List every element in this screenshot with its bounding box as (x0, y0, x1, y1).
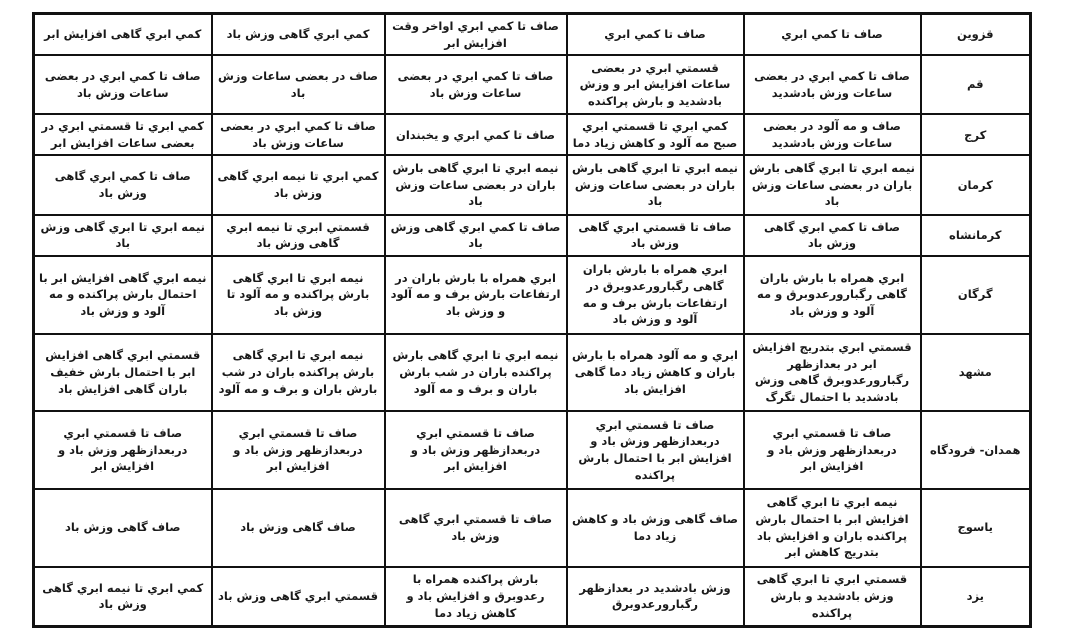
forecast-cell: صاف تا کمي ابري در بعضی ساعات وزش بادشديد (744, 55, 921, 114)
forecast-cell: قسمتي ابري گاهی افزايش ابر با احتمال بارش خفيف باران گاهی افزايش باد (34, 334, 212, 412)
forecast-cell: نيمه ابري تا ابري گاهی بارش باران در بعضی ساعات وزش باد (385, 155, 567, 214)
forecast-cell: ابري همراه با بارش باران در ارتفاعات بارش برف و مه آلود و وزش باد (385, 256, 567, 334)
forecast-cell: قسمتي ابري بتدريج افزايش ابر در بعدازظهر رگبارورعدوبرق گاهی وزش بادشديد با احتمال تگرگ (744, 334, 921, 412)
forecast-cell: صاف تا قسمتي ابري دربعدازظهر وزش باد و افزايش ابر (34, 411, 212, 489)
forecast-cell: صاف تا کمي ابري گاهی وزش باد (34, 155, 212, 214)
forecast-cell: صاف در بعضی ساعات وزش باد (212, 55, 385, 114)
table-row-qom (34, 55, 1031, 114)
forecast-cell: نيمه ابري تا ابري گاهی بارش پراکنده باران در شب بارش باران و برف و مه آلود (212, 334, 385, 412)
city-cell: کرمانشاه (921, 215, 1031, 256)
table-row-gorgan (34, 256, 1031, 334)
table-row-yasuj (34, 489, 1031, 567)
forecast-cell: صاف گاهی وزش باد (34, 489, 212, 567)
forecast-cell: نيمه ابري تا ابري گاهی وزش باد (34, 215, 212, 256)
forecast-cell: صاف گاهی وزش باد و کاهش زياد دما (567, 489, 744, 567)
forecast-cell: نيمه ابري تا ابري گاهی بارش باران در بعضی ساعات وزش باد (567, 155, 744, 214)
forecast-cell: نيمه ابري تا ابري گاهی بارش باران در بعضی ساعات وزش باد (744, 155, 921, 214)
city-cell: گرگان (921, 256, 1031, 334)
forecast-cell: قسمتي ابري تا ابري گاهی وزش بادشديد و بارش پراکنده (744, 567, 921, 627)
forecast-cell: صاف تا کمي ابري در بعضی ساعات وزش باد (34, 55, 212, 114)
forecast-cell: قسمتي ابري تا نيمه ابري گاهی وزش باد (212, 215, 385, 256)
forecast-cell: صاف تا قسمتي ابري دربعدازظهر وزش باد و افزايش ابر با احتمال بارش پراکنده (567, 411, 744, 489)
city-cell: مشهد (921, 334, 1031, 412)
forecast-cell: کمي ابري گاهی وزش باد (212, 14, 385, 56)
forecast-cell: ابري همراه با بارش باران گاهی رگبارورعدوبرق و مه آلود و وزش باد (744, 256, 921, 334)
forecast-cell: صاف تا قسمتي ابري دربعدازظهر وزش باد و افزايش ابر (385, 411, 567, 489)
city-cell: ياسوج (921, 489, 1031, 567)
forecast-cell: صاف تا قسمتي ابري دربعدازظهر وزش باد و افزايش ابر (744, 411, 921, 489)
forecast-cell: کمي ابري تا قسمتي ابري صبح مه آلود و کاهش زياد دما (567, 114, 744, 155)
city-cell: قم (921, 55, 1031, 114)
forecast-cell: کمي ابري تا قسمتي ابري در بعضی ساعات افزايش ابر (34, 114, 212, 155)
forecast-cell: قسمتي ابري در بعضی ساعات افزايش ابر و وزش بادشديد و بارش پراکنده (567, 55, 744, 114)
forecast-cell: وزش بادشديد در بعدازظهر رگبارورعدوبرق (567, 567, 744, 627)
forecast-cell: صاف تا کمي ابري در بعضی ساعات وزش باد (385, 55, 567, 114)
city-cell: کرمان (921, 155, 1031, 214)
forecast-cell: کمي ابري تا نيمه ابري گاهی وزش باد (212, 155, 385, 214)
table-row-yazd (34, 567, 1031, 627)
forecast-cell: صاف گاهی وزش باد (212, 489, 385, 567)
city-cell: يزد (921, 567, 1031, 627)
forecast-cell: صاف و مه آلود در بعضی ساعات وزش بادشديد (744, 114, 921, 155)
table-row-mashhad (34, 334, 1031, 412)
table-row-kermanshah (34, 215, 1031, 256)
city-cell: همدان- فرودگاه (921, 411, 1031, 489)
forecast-cell: بارش پراکنده همراه با رعدوبرق و افزايش باد و کاهش زياد دما (385, 567, 567, 627)
forecast-cell: نيمه ابري تا ابري گاهی بارش پراکنده باران در شب بارش باران و برف و مه آلود (385, 334, 567, 412)
forecast-cell: صاف تا قسمتي ابري گاهی وزش باد (567, 215, 744, 256)
forecast-cell: صاف تا کمي ابري گاهی وزش باد (385, 215, 567, 256)
forecast-cell: صاف تا کمي ابري در بعضی ساعات وزش باد (212, 114, 385, 155)
forecast-cell: کمي ابري تا نيمه ابري گاهی وزش باد (34, 567, 212, 627)
forecast-cell: صاف تا کمي ابري (744, 14, 921, 56)
forecast-cell: نيمه ابري تا ابري گاهی بارش پراکنده و مه آلود تا وزش باد (212, 256, 385, 334)
forecast-cell: صاف تا کمي ابري گاهی وزش باد (744, 215, 921, 256)
city-cell: کرج (921, 114, 1031, 155)
forecast-cell: نيمه ابري تا ابري گاهی افزايش ابر با احتمال بارش پراکنده باران و افزايش باد بتدريج کاهش ابر (744, 489, 921, 567)
forecast-cell: قسمتي ابري گاهی وزش باد (212, 567, 385, 627)
forecast-cell: صاف تا قسمتي ابري دربعدازظهر وزش باد و افزايش ابر (212, 411, 385, 489)
forecast-cell: صاف تا کمي ابري (567, 14, 744, 56)
forecast-cell: نيمه ابري گاهی افزايش ابر با احتمال بارش پراکنده و مه آلود و وزش باد (34, 256, 212, 334)
forecast-cell: ابري همراه با بارش باران گاهی رگبارورعدوبرق در ارتفاعات بارش برف و مه آلود و وزش باد (567, 256, 744, 334)
forecast-cell: صاف تا قسمتي ابري گاهی وزش باد (385, 489, 567, 567)
forecast-cell: صاف تا کمي ابري اواخر وقت افزايش ابر (385, 14, 567, 56)
forecast-cell: کمي ابري گاهی افزايش ابر (34, 14, 212, 56)
table-row-kerman (34, 155, 1031, 214)
table-row-hamedan-airport (34, 411, 1031, 489)
table-row-qazvin (34, 14, 1031, 56)
forecast-cell: ابري و مه آلود همراه با بارش باران و کاهش زياد دما گاهی افزايش باد (567, 334, 744, 412)
table-row-karaj (34, 114, 1031, 155)
forecast-cell: صاف تا کمي ابري و يخبندان (385, 114, 567, 155)
city-cell: قزوين (921, 14, 1031, 56)
weather-forecast-table (32, 12, 1032, 628)
